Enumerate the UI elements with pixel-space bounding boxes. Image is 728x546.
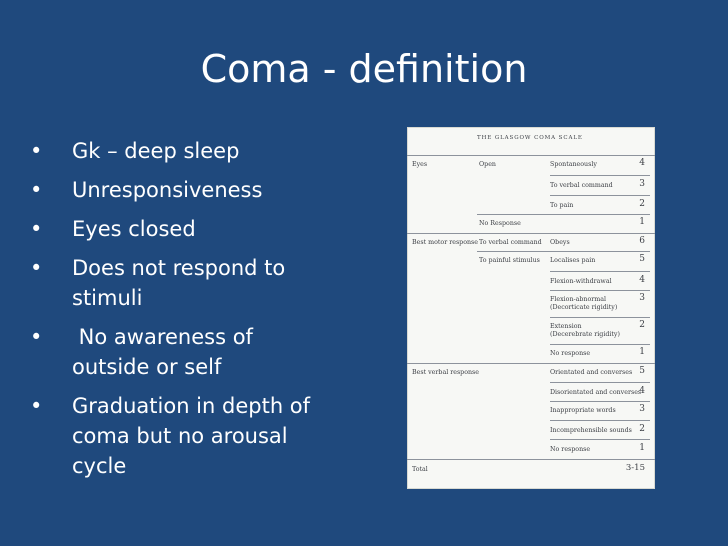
section-divider <box>407 459 655 460</box>
glasgow-coma-scale-image <box>407 127 655 489</box>
gcs-row: Flexion-withdrawal <box>550 278 612 285</box>
bullet-marker: • <box>30 139 43 163</box>
bullet-item <box>30 322 350 382</box>
bullet-text-line: Graduation in depth of <box>72 394 311 418</box>
gcs-row-detail: (Decerebrate rigidity) <box>550 331 620 338</box>
bullet-text-line: cycle <box>72 454 127 478</box>
bullet-marker: • <box>30 178 43 202</box>
bullet-marker: • <box>30 217 43 241</box>
gcs-row: No response <box>550 446 591 453</box>
row-divider <box>550 420 650 421</box>
gcs-title: THE GLASGOW COMA SCALE <box>477 135 583 141</box>
row-divider <box>550 195 650 196</box>
slide-title: Coma - definition <box>200 47 528 91</box>
row-divider <box>550 271 650 272</box>
gcs-row: Disorientated and converses <box>550 389 642 396</box>
gcs-row: No response <box>550 350 591 357</box>
gcs-total-score: 3-15 <box>625 463 645 473</box>
bullet-list <box>30 136 350 490</box>
row-divider <box>550 401 650 402</box>
bullet-marker: • <box>30 394 43 418</box>
bullet-text-line: outside or self <box>72 355 222 379</box>
gcs-score: 1 <box>639 347 645 357</box>
row-divider <box>550 439 650 440</box>
gcs-row: To pain <box>550 202 574 209</box>
gcs-score: 1 <box>639 443 645 453</box>
stimulus-verbal-command: To verbal command <box>479 239 542 246</box>
bullet-text-line: coma but no arousal <box>72 424 288 448</box>
gcs-row: Extension <box>550 323 582 330</box>
gcs-score: 3 <box>639 404 645 414</box>
section-total: Total <box>412 466 428 473</box>
gcs-row: Orientated and converses <box>550 369 633 376</box>
bullet-item <box>30 175 350 205</box>
section-motor: Best motor response <box>412 239 479 246</box>
gcs-score: 2 <box>639 320 645 330</box>
bullet-item <box>30 253 350 313</box>
gcs-score: 2 <box>639 424 645 434</box>
stimulus-no-response: No Response <box>479 220 521 227</box>
bullet-text: Unresponsiveness <box>72 178 263 202</box>
row-divider <box>550 317 650 318</box>
bullet-item <box>30 391 350 481</box>
row-divider <box>550 344 650 345</box>
gcs-row: Incomprehensible sounds <box>550 427 632 434</box>
gcs-row-detail: (Decorticate rigidity) <box>550 304 618 311</box>
row-divider <box>477 251 650 252</box>
bullet-marker: • <box>30 256 43 280</box>
gcs-row: Spontaneously <box>550 161 597 168</box>
gcs-score: 5 <box>639 366 645 376</box>
section-divider <box>407 233 655 234</box>
row-divider <box>550 290 650 291</box>
stimulus-painful: To painful stimulus <box>479 257 540 264</box>
gcs-score: 6 <box>639 236 645 246</box>
gcs-row: Inappropriate words <box>550 407 616 414</box>
gcs-score: 2 <box>639 199 645 209</box>
gcs-row: To verbal command <box>550 182 613 189</box>
gcs-score: 3 <box>639 179 645 189</box>
bullet-text: Eyes closed <box>72 217 196 241</box>
bullet-item <box>30 136 350 166</box>
bullet-text: Gk – deep sleep <box>72 139 240 163</box>
bullet-item <box>30 214 350 244</box>
bullet-text-line: Does not respond to <box>72 256 286 280</box>
gcs-score: 1 <box>639 217 645 227</box>
row-divider <box>477 214 650 215</box>
gcs-score: 4 <box>639 386 645 396</box>
gcs-score: 4 <box>639 275 645 285</box>
gcs-row: Localises pain <box>550 257 596 264</box>
section-eyes: Eyes <box>412 161 428 168</box>
section-divider <box>407 363 655 364</box>
bullet-marker: • <box>30 325 43 349</box>
row-divider <box>550 175 650 176</box>
table-divider <box>407 155 655 156</box>
gcs-score: 5 <box>639 254 645 264</box>
row-divider <box>550 382 650 383</box>
stimulus-open: Open <box>479 161 496 168</box>
section-verbal: Best verbal response <box>412 369 480 376</box>
gcs-score: 4 <box>639 158 645 168</box>
gcs-row: Flexion-abnormal <box>550 296 607 303</box>
bullet-text-line: stimuli <box>72 286 143 310</box>
gcs-row: Obeys <box>550 239 570 246</box>
bullet-text-line: No awareness of <box>72 325 253 349</box>
gcs-score: 3 <box>639 293 645 303</box>
